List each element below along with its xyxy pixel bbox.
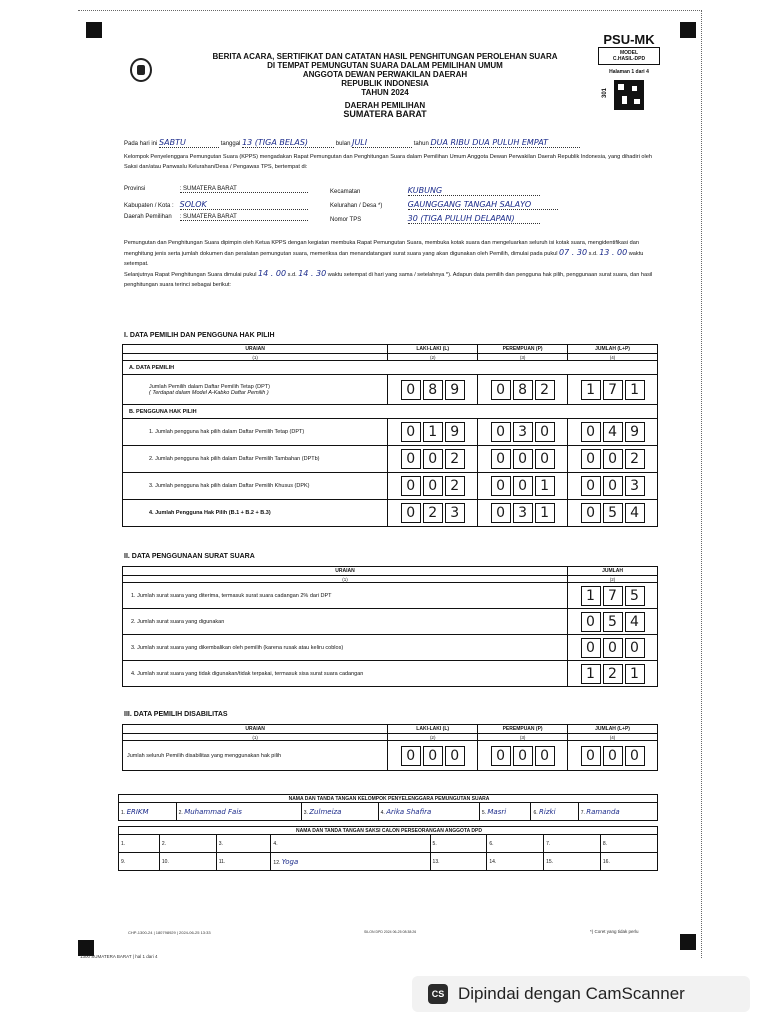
- corner-marker-top-right: [680, 22, 696, 38]
- digit-box: 0: [513, 449, 533, 469]
- camscanner-text: Dipindai dengan CamScanner: [458, 984, 685, 1003]
- section-3-table: URAIAN LAKI-LAKI (L) PEREMPUAN (P) JUMLAH (L+P) (1) (2) (3) (4) Jumlah seluruh Pemilih disabilitas yang menggunakan hak pilih 0 0 0 0 0 0 0 0 0: [122, 724, 658, 771]
- digit-box: 0: [603, 746, 623, 766]
- day-value: SABTU: [159, 138, 219, 148]
- date-value: 13 (TIGA BELAS): [242, 138, 334, 148]
- kecamatan-row: Kecamatan KUBUNG: [330, 186, 540, 196]
- digit-box: 2: [535, 380, 555, 400]
- digit-box: 9: [445, 380, 465, 400]
- digit-box: 0: [581, 612, 601, 632]
- digit-box: 0: [401, 422, 421, 442]
- camscanner-badge: [412, 976, 750, 1012]
- section-1-table: URAIAN LAKI-LAKI (L) PEREMPUAN (P) JUMLAH (L+P) (1) (2) (3) (4) A. DATA PEMILIH Jumlah Pemilih dalam Daftar Pemilih Tetap (DPT) ( Terdapat dalam Model A-Kabko Daftar Pemilih ) 0 8 9 0 8 2 1 7 1 B. PENGGUNA HAK PILIH 1. Jumlah pengguna hak pilih dalam Daftar Pemilih Tetap (DPT) 0 1 9 0 3 0 0 4 9 2. Jumlah pengguna hak pilih dalam Daftar Pemilih Tambahan (DPTb) 0 0 2 0 0 0 0 0 2 3. Jumlah pengguna hak pilih dalam Daftar Pemilih Khusus (DPK) 0 0 2 0 0 1 0 0 3 4. Jumlah Pengguna Hak Pilih (B.1 + B.2 + B.3) 0 2 3 0 3 1 0 5 4: [122, 344, 658, 527]
- page-indicator: Halaman 1 dari 4: [609, 69, 649, 75]
- table-row: 1. Jumlah surat suara yang diterima, termasuk surat suara cadangan 2% dari DPT 1 7 5: [123, 583, 658, 609]
- table-row: 3. Jumlah surat suara yang dikembalikan oleh pemilih (karena rusak atau keliru coblos) 0 0 0: [123, 635, 658, 661]
- digit-box: 0: [535, 422, 555, 442]
- digit-box: 2: [445, 476, 465, 496]
- kpps-signature-cell: 2. Muhammad Fais: [176, 803, 301, 821]
- digit-box: 7: [603, 380, 623, 400]
- digit-box: 3: [513, 503, 533, 523]
- digit-box: 3: [513, 422, 533, 442]
- digit-box: 0: [581, 638, 601, 658]
- digit-box: 8: [423, 380, 443, 400]
- digit-box: 3: [625, 476, 645, 496]
- digit-box: 0: [603, 476, 623, 496]
- digit-box: 0: [581, 449, 601, 469]
- saksi-signature-table: NAMA DAN TANDA TANGAN SAKSI CALON PERSEORANGAN ANGGOTA DPD 1. 2. 3. 4. 5. 6. 7. 8. 9. 10. 11. 12. Yoga 13. 14. 15. 16.: [118, 826, 658, 871]
- tps-row: Nomor TPS 30 (TIGA PULUH DELAPAN): [330, 214, 540, 224]
- time-end-2: 14 . 30: [298, 269, 327, 278]
- section-1-title: I. DATA PEMILIH DAN PENGGUNA HAK PILIH: [124, 332, 275, 339]
- table-row: Jumlah seluruh Pemilih disabilitas yang menggunakan hak pilih 0 0 0 0 0 0 0 0 0: [123, 741, 658, 771]
- month-value: JULI: [352, 138, 412, 148]
- digit-box: 0: [491, 746, 511, 766]
- digit-box: 0: [491, 380, 511, 400]
- digit-box: 0: [535, 746, 555, 766]
- digit-box: 0: [401, 380, 421, 400]
- digit-box: 0: [491, 503, 511, 523]
- intro-paragraph: Kelompok Penyelenggara Pemungutan Suara (KPPS) mengadakan Rapat Pemungutan dan Penghitungan Suara dalam Pemilihan Umum Anggota Dewan Perwakilan Daerah Republik Indonesia, yang dihadiri oleh Saksi dan/atau Panwaslu Kelurahan/Desa / Pengawas TPS, bertempat di:: [124, 154, 653, 170]
- digit-box: 9: [445, 422, 465, 442]
- digit-box: 2: [445, 449, 465, 469]
- footer-note: *) Coret yang tidak perlu: [590, 929, 639, 934]
- footer-page-label: 1300 SUMATERA BARAT | hal 1 dari 4: [80, 954, 158, 959]
- table-row: 3. Jumlah pengguna hak pilih dalam Daftar Pemilih Khusus (DPK) 0 0 2 0 0 1 0 0 3: [123, 473, 658, 500]
- region-title: SUMATERA BARAT: [343, 109, 427, 119]
- digit-box: 4: [625, 612, 645, 632]
- date-line: Pada hari ini SABTU tanggal 13 (TIGA BELAS) bulan JULI tahun DUA RIBU DUA PULUH EMPAT: [124, 138, 580, 148]
- digit-box: 7: [603, 586, 623, 606]
- digit-box: 1: [535, 476, 555, 496]
- digit-box: 0: [445, 746, 465, 766]
- table-row: 4. Jumlah surat suara yang tidak digunakan/tidak terpakai, termasuk sisa surat suara cadangan 1 2 1: [123, 661, 658, 687]
- digit-box: 1: [625, 664, 645, 684]
- time-start-1: 07 . 30: [559, 248, 588, 257]
- digit-box: 0: [581, 422, 601, 442]
- time-start-2: 14 . 00: [258, 269, 287, 278]
- kpps-signature-cell: 6. Rizki: [531, 803, 578, 821]
- kabupaten-row: Kabupaten / Kota : SOLOK: [124, 200, 308, 210]
- procedure-paragraph: Pemungutan dan Penghitungan Suara dipimpin oleh Ketua KPPS dengan kegiatan membuka Rapat Pemungutan Suara, membuka kotak suara dan mengeluarkan seluruh isi kotak suara, mengidentifikasi dan menghitung jenis serta jumlah dokumen dan peralatan pemungutan suara, memeriksa dan menandatangani surat suara yang akan digunakan oleh Pemilih, dimulai pada pukul 07 . 30 s.d. 13 . 00 waktu setempat. Selanjutnya Rapat Penghitungan Suara dimulai pukul 14 . 00 s.d. 14 . 30 waktu setempat di hari yang sama / setelahnya *). Adapun data pemilih dan pengguna hak pilih, penggunaan surat suara, dan hasil penghitungan suara terinci sebagai berikut:: [124, 240, 653, 288]
- digit-box: 0: [401, 449, 421, 469]
- digit-box: 0: [581, 476, 601, 496]
- desa-row: Kelurahan / Desa *) GAUNGGANG TANGAH SALAYO: [330, 200, 558, 210]
- digit-box: 5: [625, 586, 645, 606]
- digit-box: 0: [603, 638, 623, 658]
- kpps-signature-cell: 7. Ramanda: [578, 803, 657, 821]
- kpps-signature-cell: 4. Arika Shafira: [378, 803, 479, 821]
- document-header: BERITA ACARA, SERTIFIKAT DAN CATATAN HASIL PENGHITUNGAN PEROLEHAN SUARA DI TEMPAT PEMUNGUTAN SUARA DALAM PEMILIHAN UMUM ANGGOTA DEWAN PERWAKILAN DAERAH REPUBLIK INDONESIA TAHUN 2024 DAERAH PEMILIHAN SUMATERA BARAT: [190, 52, 580, 119]
- qr-code-icon: [614, 80, 644, 110]
- year-value: DUA RIBU DUA PULUH EMPAT: [430, 138, 580, 148]
- provinsi-row: Provinsi : SUMATERA BARAT: [124, 186, 308, 193]
- digit-box: 2: [423, 503, 443, 523]
- digit-box: 1: [535, 503, 555, 523]
- form-code-block: [598, 32, 660, 75]
- kpps-signature-cell: 1. ERIKM: [119, 803, 177, 821]
- digit-box: 0: [401, 476, 421, 496]
- camscanner-icon: CS: [428, 984, 448, 1004]
- digit-box: 1: [581, 664, 601, 684]
- digit-box: 3: [445, 503, 465, 523]
- digit-box: 0: [423, 746, 443, 766]
- digit-box: 1: [581, 586, 601, 606]
- digit-box: 0: [401, 746, 421, 766]
- section-3-title: III. DATA PEMILIH DISABILITAS: [124, 711, 228, 718]
- section-2-title: II. DATA PENGGUNAAN SURAT SUARA: [124, 553, 255, 560]
- saksi-signature: Yoga: [281, 857, 299, 866]
- digit-box: 0: [513, 476, 533, 496]
- digit-box: 0: [581, 503, 601, 523]
- dapil-row: Daerah Pemilihan : SUMATERA BARAT: [124, 214, 308, 221]
- table-row: 2. Jumlah surat suara yang digunakan 0 5 4: [123, 609, 658, 635]
- footer-silon: SILON DPD 2024 06-25 08:38:26: [364, 930, 417, 934]
- section-2-table: URAIAN JUMLAH (1) (2) 1. Jumlah surat suara yang diterima, termasuk surat suara cadangan 2% dari DPT 1 7 5 2. Jumlah surat suara yang digunakan 0 5 4 3. Jumlah surat suara yang dikembalikan oleh pemilih (karena rusak atau keliru coblos) 0 0 0 4. Jumlah surat suara yang tidak digunakan/tidak terpakai, termasuk sisa surat suara cadangan 1 2 1: [122, 566, 658, 687]
- digit-box: 0: [423, 476, 443, 496]
- digit-box: 0: [491, 422, 511, 442]
- kpps-signature-cell: 3. Zulmeiza: [301, 803, 378, 821]
- digit-box: 0: [625, 746, 645, 766]
- table-row: 2. Jumlah pengguna hak pilih dalam Daftar Pemilih Tambahan (DPTb) 0 0 2 0 0 0 0 0 2: [123, 446, 658, 473]
- corner-marker-top-left: [86, 22, 102, 38]
- kpps-signature-cell: 5. Masri: [479, 803, 531, 821]
- digit-box: 4: [625, 503, 645, 523]
- digit-box: 5: [603, 612, 623, 632]
- digit-box: 0: [491, 449, 511, 469]
- digit-box: 0: [491, 476, 511, 496]
- digit-box: 2: [603, 664, 623, 684]
- digit-box: 8: [513, 380, 533, 400]
- digit-box: 0: [401, 503, 421, 523]
- table-row: Jumlah Pemilih dalam Daftar Pemilih Tetap (DPT) ( Terdapat dalam Model A-Kabko Daftar Pemilih ) 0 8 9 0 8 2 1 7 1: [123, 375, 658, 405]
- digit-box: 0: [581, 746, 601, 766]
- digit-box: 4: [603, 422, 623, 442]
- form-code: PSU-MK: [603, 32, 655, 47]
- footer-id: CHP-1300-24 | 180798929 | 2024-06-25 13:33: [128, 930, 211, 935]
- digit-box: 9: [625, 422, 645, 442]
- digit-box: 0: [603, 449, 623, 469]
- digit-box: 0: [535, 449, 555, 469]
- digit-box: 2: [625, 449, 645, 469]
- digit-box: 0: [423, 449, 443, 469]
- digit-box: 1: [581, 380, 601, 400]
- table-row: 4. Jumlah Pengguna Hak Pilih (B.1 + B.2 + B.3) 0 2 3 0 3 1 0 5 4: [123, 500, 658, 527]
- digit-box: 0: [513, 746, 533, 766]
- corner-marker-bottom-right: [680, 934, 696, 950]
- qr-number: 301: [602, 87, 609, 99]
- digit-box: 1: [625, 380, 645, 400]
- digit-box: 1: [423, 422, 443, 442]
- kpps-signature-table: NAMA DAN TANDA TANGAN KELOMPOK PENYELENGGARA PEMUNGUTAN SUARA 1. ERIKM 2. Muhammad Fais 3. Zulmeiza 4. Arika Shafira 5. Masri 6. Rizki 7. Ramanda: [118, 794, 658, 821]
- digit-box: 5: [603, 503, 623, 523]
- digit-box: 0: [625, 638, 645, 658]
- kpu-logo-icon: [130, 58, 152, 82]
- time-end-1: 13 . 00: [599, 248, 628, 257]
- model-box: MODEL C.HASIL-DPD: [598, 47, 660, 65]
- table-row: 1. Jumlah pengguna hak pilih dalam Daftar Pemilih Tetap (DPT) 0 1 9 0 3 0 0 4 9: [123, 419, 658, 446]
